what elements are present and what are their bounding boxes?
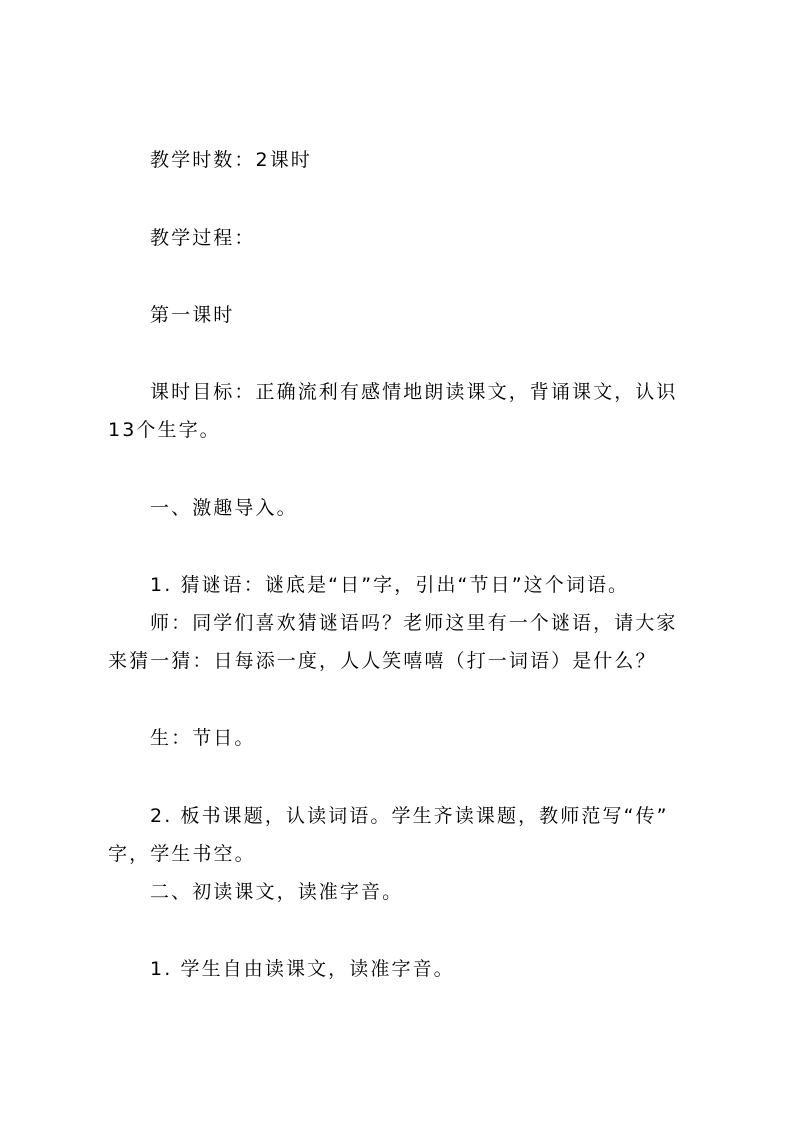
teaching-hours: 教学时数：2课时 xyxy=(150,149,312,171)
section-heading-1: 一、激趣导入。 xyxy=(150,497,298,519)
teaching-process-heading: 教学过程： xyxy=(150,227,256,249)
lesson-objective-line-2: 13个生字。 xyxy=(108,419,221,441)
student-answer: 生：节日。 xyxy=(150,727,256,749)
teacher-line-2: 来猜一猜：日每添一度，人人笑嘻嘻（打一词语）是什么？ xyxy=(108,650,657,672)
section-2-step-1: 1. 学生自由读课文，读准字音。 xyxy=(150,958,455,980)
lesson-objective-line-1: 课时目标：正确流利有感情地朗读课文，背诵课文，认识 xyxy=(150,381,678,403)
step-2-line-1: 2. 板书课题，认读词语。学生齐读课题，教师范写“传” xyxy=(150,805,669,827)
teacher-line-1: 师：同学们喜欢猜谜语吗？老师这里有一个谜语，请大家 xyxy=(150,612,678,634)
step-2-line-2: 字，学生书空。 xyxy=(108,843,256,865)
section-heading-2: 二、初读课文，读准字音。 xyxy=(150,881,404,903)
first-lesson-heading: 第一课时 xyxy=(150,304,235,326)
step-1-riddle: 1. 猜谜语：谜底是“日”字，引出“节日”这个词语。 xyxy=(150,574,630,596)
